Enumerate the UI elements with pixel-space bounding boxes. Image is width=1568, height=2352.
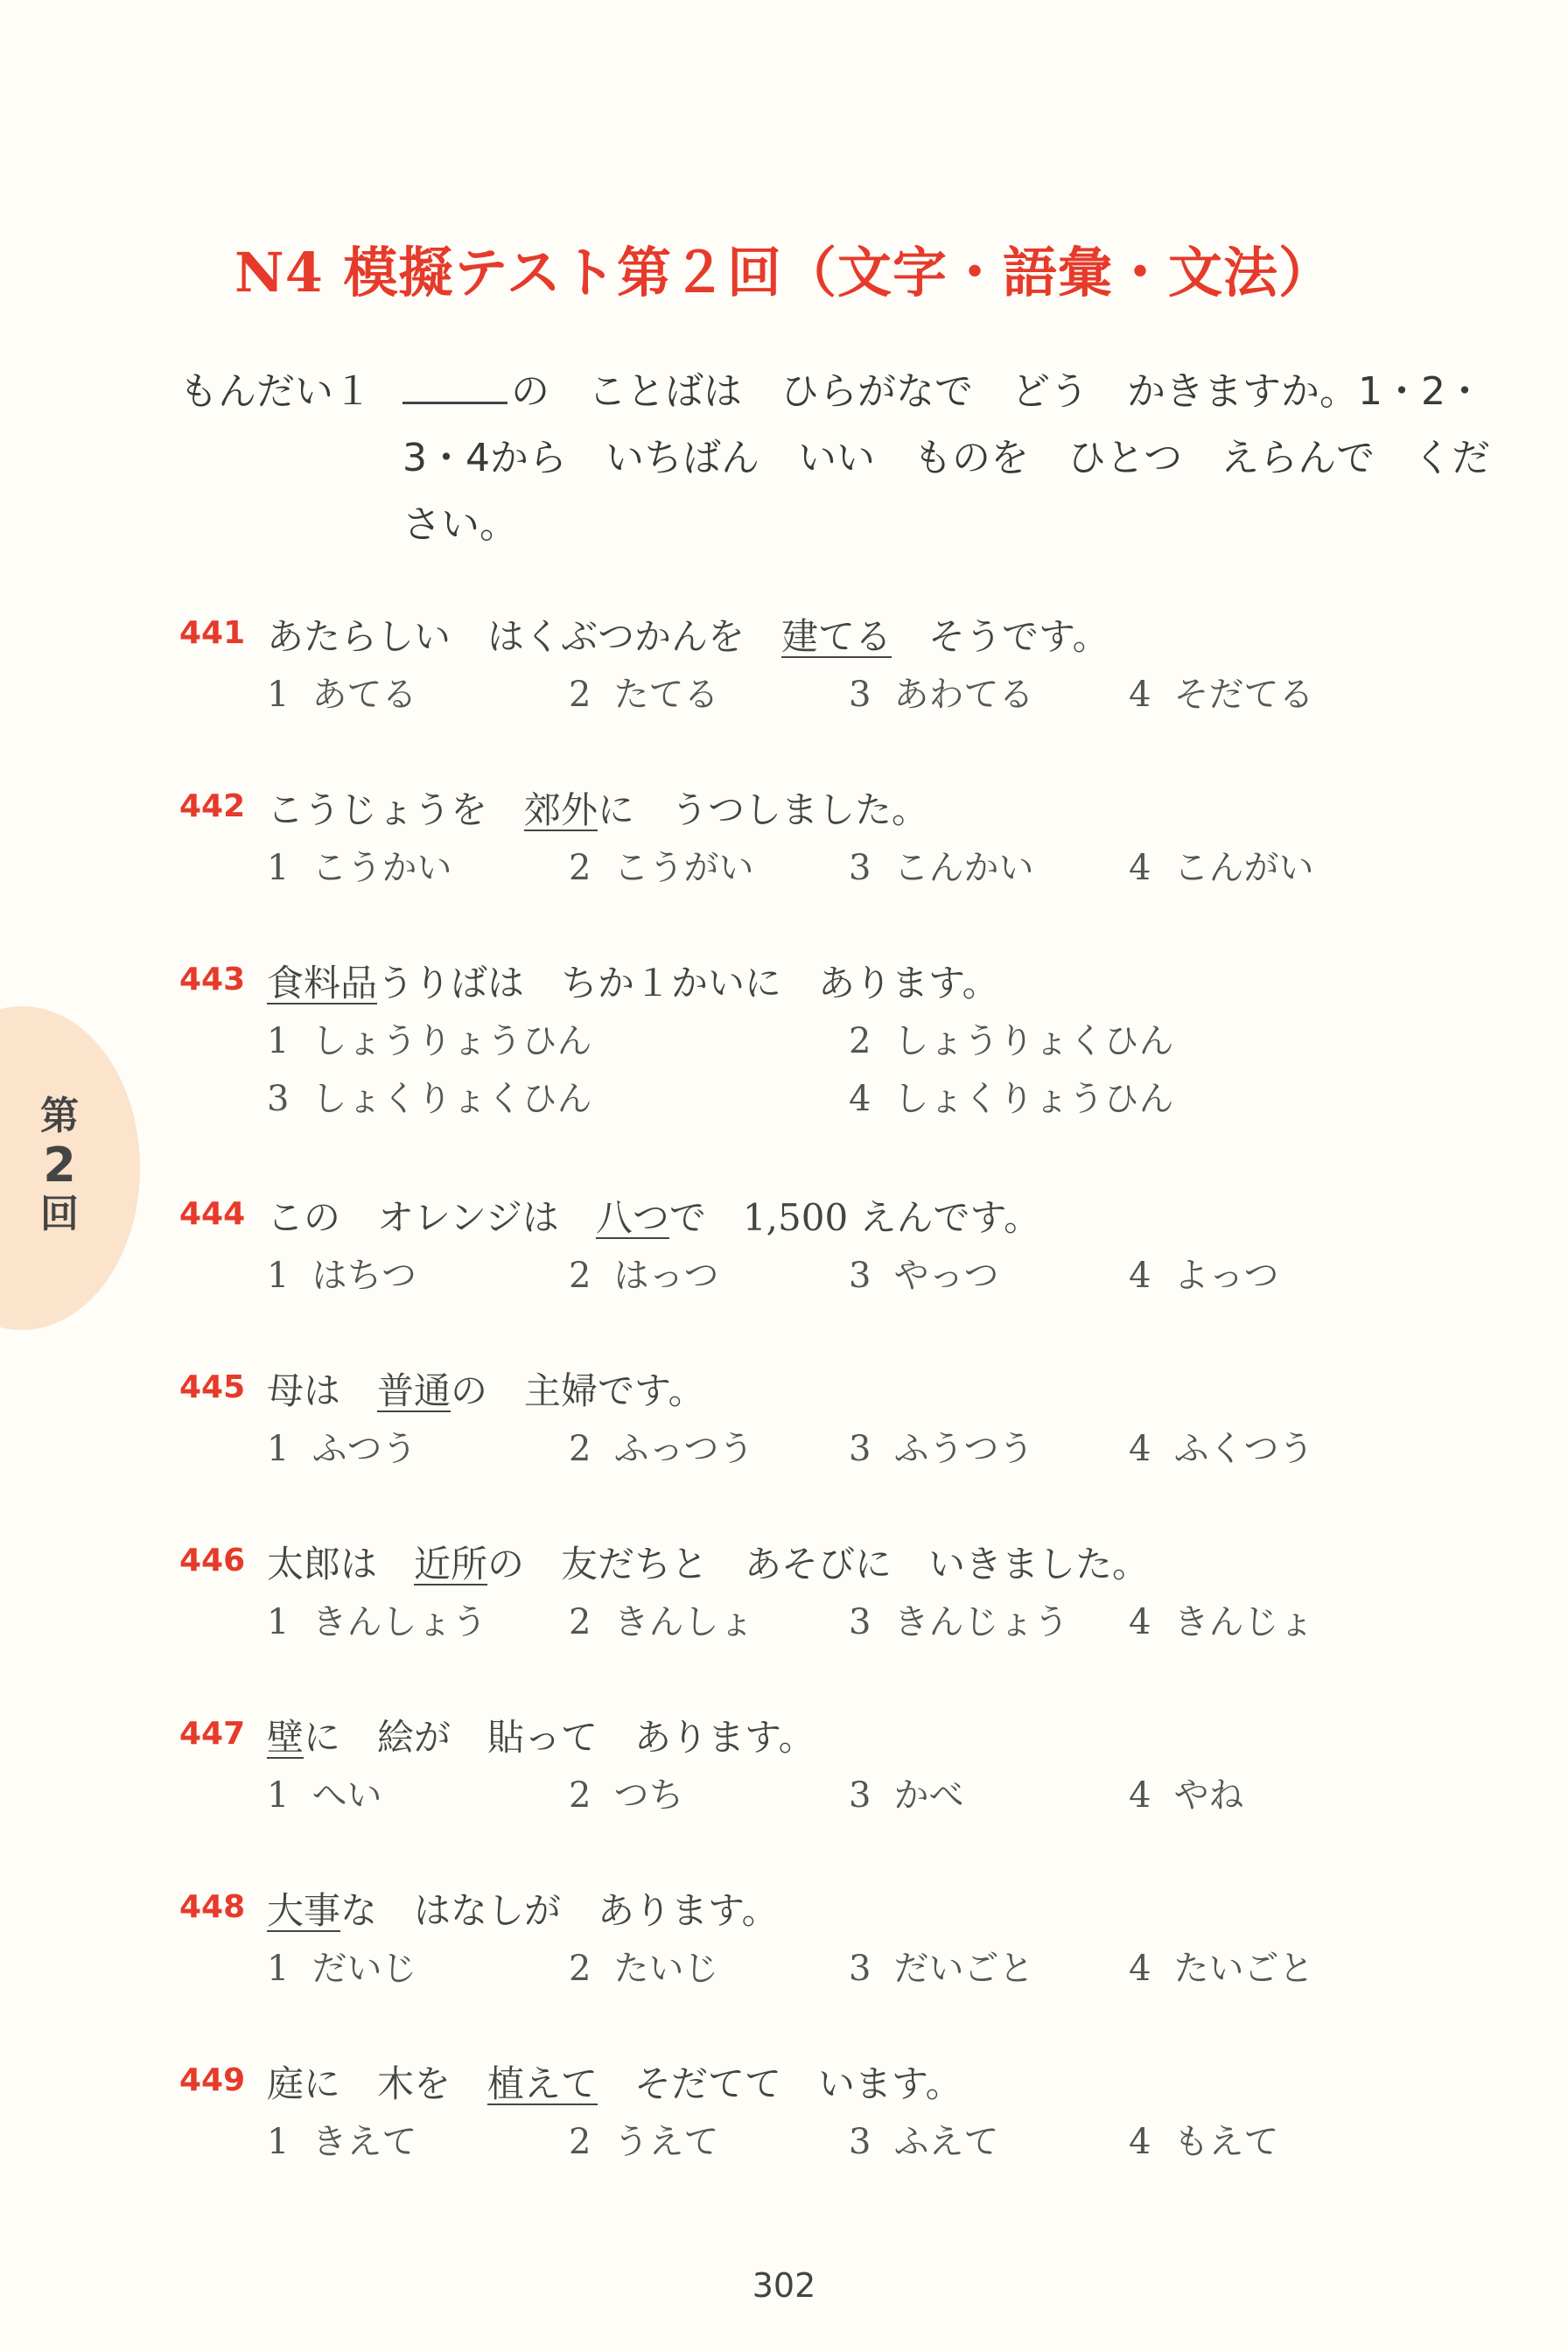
underlined-word: 大事 — [267, 1889, 341, 1932]
option[interactable]: 2 たてる — [569, 675, 719, 715]
question-text: 庭に 木を 植えて そだてて います。 — [267, 2062, 962, 2105]
option[interactable]: 1 きえて — [267, 2122, 417, 2162]
option[interactable]: 2 つち — [569, 1775, 684, 1816]
option[interactable]: 3 ふうつう — [849, 1429, 1034, 1469]
question-number: 445 — [179, 1369, 246, 1405]
option[interactable]: 2 うえて — [569, 2122, 719, 2162]
question-number: 447 — [179, 1716, 246, 1752]
option[interactable]: 3 こんかい — [849, 848, 1034, 888]
option[interactable]: 1 だいじ — [267, 1949, 417, 1989]
option[interactable]: 1 あてる — [267, 675, 417, 715]
option[interactable]: 1 こうかい — [267, 848, 452, 888]
option[interactable]: 2 はっつ — [569, 1256, 719, 1296]
option[interactable]: 3 あわてる — [849, 675, 1034, 715]
page-number: 302 — [752, 2266, 816, 2305]
option[interactable]: 4 たいごと — [1129, 1949, 1314, 1989]
underlined-word: 普通 — [377, 1369, 452, 1412]
question-number: 449 — [179, 2062, 246, 2098]
question-text: 食料品うりばは ちか１かいに あります。 — [267, 962, 999, 1004]
question-number: 441 — [179, 615, 246, 651]
question-number: 446 — [179, 1543, 246, 1578]
underlined-word: 近所 — [414, 1543, 488, 1586]
question-number: 448 — [179, 1889, 246, 1925]
option[interactable]: 4 しょくりょうひん — [849, 1079, 1174, 1119]
instruction-label: もんだい１ — [179, 369, 372, 414]
option[interactable]: 3 ふえて — [849, 2122, 999, 2162]
option[interactable]: 4 やね — [1129, 1775, 1244, 1816]
option[interactable]: 1 はちつ — [267, 1256, 417, 1296]
question-text: 壁に 絵が 貼って あります。 — [267, 1716, 816, 1759]
option[interactable]: 2 しょうりょくひん — [849, 1021, 1174, 1061]
question-number: 443 — [179, 962, 246, 998]
option[interactable]: 1 ふつう — [267, 1429, 417, 1469]
underlined-word: 八つ — [595, 1196, 669, 1239]
blank-line — [402, 372, 508, 404]
option[interactable]: 4 きんじょ — [1129, 1602, 1314, 1642]
question-number: 442 — [179, 788, 246, 824]
option[interactable]: 4 ふくつう — [1129, 1429, 1314, 1469]
option[interactable]: 2 ふっつう — [569, 1429, 754, 1469]
instruction-text: の ことばは ひらがなで どう かきますか。1・2・ 3・4から いちばん いい ものを ひとつ えらんで くだ さい。 — [402, 369, 1491, 547]
page-title: N4 模擬テスト第２回（文字・語彙・文法） — [234, 241, 1334, 304]
question-text: 大事な はなしが あります。 — [267, 1889, 779, 1932]
option[interactable]: 4 こんがい — [1129, 848, 1314, 888]
option[interactable]: 1 しょうりょうひん — [267, 1021, 592, 1061]
underlined-word: 郊外 — [524, 788, 598, 831]
option[interactable]: 3 やっつ — [849, 1256, 999, 1296]
question-text: あたらしい はくぶつかんを 建てる そうです。 — [267, 615, 1110, 658]
option[interactable]: 2 こうがい — [569, 848, 754, 888]
question-text: 母は 普通の 主婦です。 — [267, 1369, 705, 1412]
option[interactable]: 4 もえて — [1129, 2122, 1279, 2162]
question-text: こうじょうを 郊外に うつしました。 — [267, 788, 929, 831]
option[interactable]: 3 きんじょう — [849, 1602, 1069, 1642]
question-number: 444 — [179, 1196, 246, 1232]
underlined-word: 植えて — [487, 2062, 598, 2105]
question-text: 太郎は 近所の 友だちと あそびに いきました。 — [267, 1543, 1150, 1586]
option[interactable]: 3 しょくりょくひん — [267, 1079, 592, 1119]
option[interactable]: 3 だいごと — [849, 1949, 1034, 1989]
underlined-word: 建てる — [781, 615, 892, 658]
question-text: この オレンジは 八つで 1,500 えんです。 — [267, 1196, 1041, 1239]
option[interactable]: 1 きんしょう — [267, 1602, 487, 1642]
option[interactable]: 4 そだてる — [1129, 675, 1314, 715]
option[interactable]: 4 よっつ — [1129, 1256, 1279, 1296]
option[interactable]: 2 たいじ — [569, 1949, 719, 1989]
chapter-tab-label: 第 2 回 — [40, 1094, 79, 1236]
option[interactable]: 3 かべ — [849, 1775, 964, 1816]
underlined-word: 壁 — [267, 1716, 304, 1759]
underlined-word: 食料品 — [267, 962, 378, 1004]
option[interactable]: 2 きんしょ — [569, 1602, 754, 1642]
option[interactable]: 1 へい — [267, 1775, 382, 1816]
